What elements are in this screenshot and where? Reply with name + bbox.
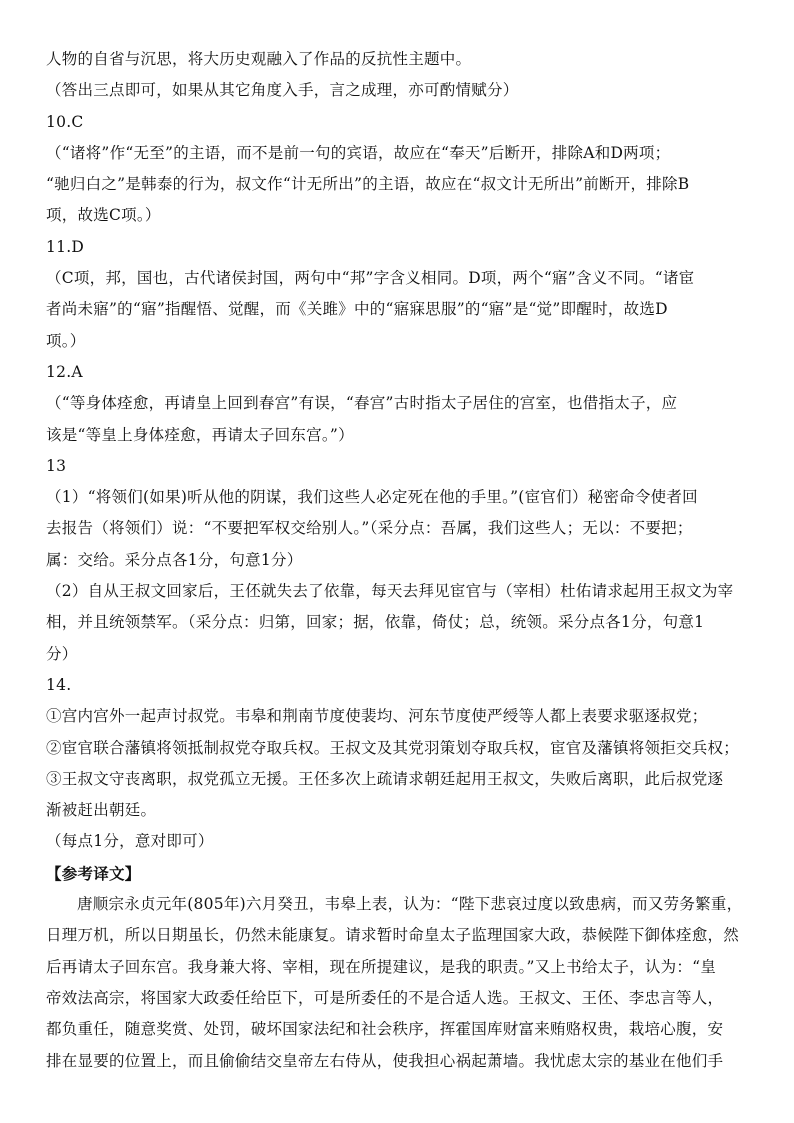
- text-line: （“诸将”作“无至”的主语，而不是前一句的宾语，故应在“奉天”后断开，排除A和D两项；: [46, 143, 671, 162]
- section-heading: 【参考译文】: [46, 863, 141, 883]
- text-line: 后再请太子回东宫。我身兼大将、宰相，现在所提建议，是我的职责。”又上书给太子，认为：“皇: [46, 957, 717, 976]
- text-line: 者尚未寤”的“寤”指醒悟、觉醒，而《关雎》中的“寤寐思服”的“寤”是“觉”即醒时，故选D: [46, 300, 668, 319]
- text-line: 去报告（将领们）说：“不要把军权交给别人。”（采分点：吾属，我们这些人；无以：不要把；: [46, 519, 693, 538]
- document-page: [46, 44, 760, 1077]
- text-line: ②宦官联合藩镇将领抵制叔党夺取兵权。王叔文及其党羽策划夺取兵权，宦官及藩镇将领拒交兵权；: [46, 738, 740, 757]
- text-line: 排在显要的位置上，而且偷偷结交皇帝左右侍从，使我担心祸起萧墙。我忧虑太宗的基业在他们手: [46, 1051, 724, 1070]
- text-line: ①宫内宫外一起声讨叔党。韦皋和荆南节度使裴均、河东节度使严绶等人都上表要求驱逐叔党；: [46, 707, 708, 726]
- question-number: 13: [46, 456, 67, 475]
- text-line: 都负重任，随意奖赏、处罚，破坏国家法纪和社会秩序，挥霍国库财富来贿赂权贵，栽培心腹，安: [46, 1020, 724, 1039]
- text-line: “驰归白之”是韩泰的行为，叔文作“计无所出”的主语，故应在“叔文计无所出”前断开，排除B: [46, 175, 690, 194]
- text-line: 项，故选C项。）: [46, 206, 161, 225]
- text-line: （1）“将领们(如果)听从他的阴谋，我们这些人必定死在他的手里。”(宦官们）秘密命令使者回: [46, 488, 698, 507]
- text-line: 人物的自省与沉思，将大历史观融入了作品的反抗性主题中。: [46, 50, 472, 68]
- text-line: （C项，邦，国也，古代诸侯封国，两句中“邦”字含义相同。D项，两个“寤”含义不同。“诸宦: [46, 269, 695, 288]
- text-line: 渐被赶出朝廷。: [46, 801, 157, 820]
- question-number: 11.D: [46, 237, 85, 256]
- text-line: ③王叔文守丧离职，叔党孤立无援。王伾多次上疏请求朝廷起用王叔文，失败后离职，此后叔党逐: [46, 769, 724, 788]
- text-line: 属：交给。采分点各1分，句意1分）: [46, 550, 303, 569]
- text-line: 该是“等皇上身体痊愈，再请太子回东宫。”）: [46, 425, 354, 444]
- text-line: （“等身体痊愈，再请皇上回到春宫”有误，“春宫”古时指太子居住的宫室，也借指太子，应: [46, 394, 678, 413]
- text-line: 分）: [46, 644, 78, 663]
- text-line: 项。）: [46, 331, 86, 350]
- question-number: 12.A: [46, 362, 83, 381]
- text-line: 日理万机，所以日期虽长，仍然未能康复。请求暂时命皇太子监理国家大政，恭候陛下御体痊愈，然: [46, 926, 740, 945]
- text-line: （每点1分，意对即可）: [46, 832, 214, 851]
- text-line: 唐顺宗永贞元年(805年)六月癸丑，韦皋上表，认为：“陛下悲哀过度以致患病，而又劳务繁重，: [77, 895, 743, 914]
- text-line: （2）自从王叔文回家后，王伾就失去了依靠，每天去拜见宦官与（宰相）杜佑请求起用王叔文为宰: [46, 582, 734, 601]
- text-line: 帝效法高宗，将国家大政委任给臣下，可是所委任的不是合适人选。王叔文、王伾、李忠言等人，: [46, 988, 724, 1007]
- question-number: 10.C: [46, 112, 84, 131]
- text-line: （答出三点即可，如果从其它角度入手，言之成理，亦可酌情赋分）: [46, 81, 519, 100]
- text-line: 相，并且统领禁军。（采分点：归第，回家；据，依靠，倚仗；总，统领。采分点各1分，句意1: [46, 613, 705, 632]
- question-number: 14.: [46, 675, 72, 694]
